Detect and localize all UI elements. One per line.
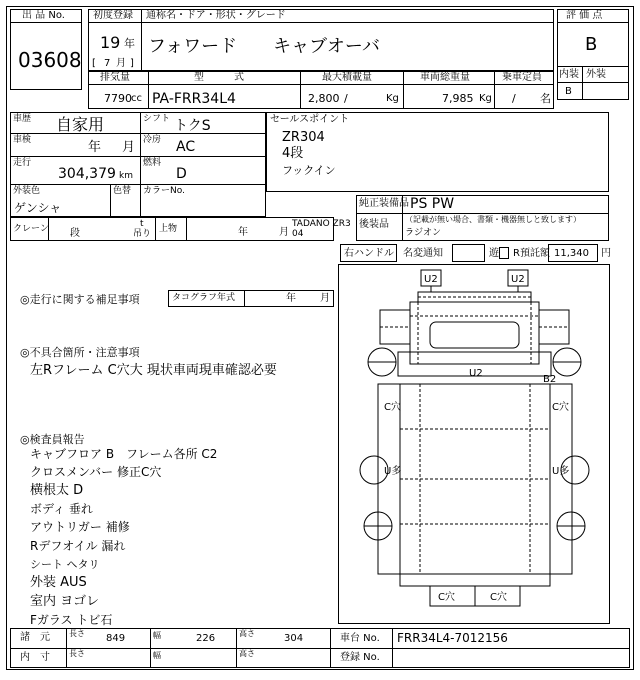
displacement-unit: cc (131, 93, 142, 104)
after-equip-note: （記載が無い場合、書類・機器無しと致します） (405, 215, 581, 224)
odo-change-label: 名変通知 (403, 248, 443, 259)
max-load-unit: Kg (386, 93, 399, 104)
r-km-label: R預託額 (513, 248, 550, 259)
shift-label: シフト (143, 114, 171, 124)
sales-point-3: フックイン (282, 164, 336, 177)
lot-label: 出 品 No. (22, 10, 65, 21)
reg-year-unit: 年 (124, 37, 135, 50)
height-value: 304 (284, 633, 304, 644)
inspector-line: クロスメンバー 修正C穴 (30, 465, 162, 479)
tacho-year-unit: 年 (286, 293, 296, 304)
model-label: 通称名・ドア・形状・グレード (146, 10, 286, 21)
interior-dims-label: 内 寸 (20, 652, 50, 663)
tacho-month-unit: 月 (320, 293, 330, 304)
height-label-2: 高さ (239, 649, 255, 658)
inspection-month-unit: 月 (122, 140, 136, 155)
sales-label: セールスポイント (270, 114, 350, 125)
reg-month: 7 (104, 58, 111, 69)
max-load-sep: / (344, 92, 348, 105)
type-label: 型 式 (194, 72, 244, 83)
tailgate (400, 574, 550, 586)
inspector-line: 外装 AUS (30, 575, 87, 590)
mileage-label: 走行 (13, 158, 32, 168)
u-many-left-label: U多 (384, 466, 402, 477)
length-label-2: 長さ (69, 649, 85, 658)
capacity-unit: 名 (540, 92, 551, 105)
handle-value: 右ハンドル (344, 248, 394, 259)
color-change-label: 色替 (113, 186, 132, 196)
max-load-label: 最大積載量 (322, 72, 372, 83)
displacement-label: 排気量 (100, 72, 130, 83)
model-name: フォワード キャブオーバ (148, 36, 381, 57)
inspector-line: Fガラス トビ石 (30, 613, 113, 627)
capacity-label: 乗車定員 (502, 72, 542, 83)
reg-year: 19 (100, 33, 121, 52)
defect-text: 左Rフレーム C穴大 現状車両現車確認必要 (30, 363, 277, 378)
shift-value: トクS (174, 118, 211, 134)
fuel-value: D (176, 166, 187, 182)
std-equip-value: PS PW (410, 196, 455, 212)
capacity-sep: / (512, 92, 516, 105)
height-label: 高さ (239, 629, 255, 638)
chassis-value: FRR34L4-7012156 (397, 631, 508, 645)
b2-label: B2 (543, 374, 557, 385)
interior-value: B (565, 86, 572, 97)
color-no-label: カラーNo. (143, 186, 185, 196)
displacement-value: 7790 (104, 92, 132, 105)
ext-color-label: 外装色 (13, 186, 41, 196)
u2-cab-label: U2 (469, 368, 483, 379)
width-label: 幅 (153, 631, 161, 640)
ac-value: AC (176, 139, 196, 155)
dims-label: 諸 元 (20, 632, 50, 643)
crane-hang-unit: 吊り (133, 229, 152, 239)
width-value: 226 (196, 633, 216, 644)
crane-label: クレーン (13, 224, 49, 234)
u2-right-label: U2 (511, 274, 525, 285)
inspector-line: Rデフオイル 漏れ (30, 539, 126, 553)
truck-diagram (338, 264, 610, 624)
interior-label: 内装 (559, 69, 579, 80)
sales-point-2: 4段 (282, 146, 304, 161)
crane-ton-unit: t (140, 219, 144, 229)
c-hole-bottom-left-label: C穴 (438, 592, 455, 603)
inspection-label: 車検 (13, 135, 32, 145)
inspector-line: 室内 ヨゴレ (30, 594, 100, 609)
history-label: 車歴 (13, 114, 32, 124)
inspector-line: シート ヘタリ (30, 558, 100, 571)
width-label-2: 幅 (153, 651, 161, 660)
after-equip-value: ラジオン (405, 228, 442, 238)
inspector-label: ◎検査員報告 (20, 433, 85, 446)
std-equip-label: 純正装備品 (359, 198, 409, 209)
r-km-unit: 円 (601, 248, 611, 259)
c-hole-bottom-right-label: C穴 (490, 592, 507, 603)
odo-label: 遊 (489, 248, 499, 259)
max-load-value: 2,800 (308, 92, 340, 105)
inspection-year-unit: 年 (88, 140, 102, 155)
supp-label: ◎走行に関する補足事項 (20, 293, 140, 306)
odo-change-box (452, 244, 485, 262)
sales-point-1: ZR304 (282, 130, 325, 145)
rating-label: 評 価 点 (566, 10, 603, 21)
ac-label: 冷房 (143, 135, 162, 145)
lot-number: 03608 (18, 48, 82, 72)
c-hole-right-label: C穴 (552, 402, 569, 413)
crane-stage-unit: 段 (70, 228, 80, 239)
inspector-line: キャブフロア B フレーム各所 C2 (30, 447, 218, 461)
u2-left-label: U2 (424, 274, 438, 285)
inspector-line: 横根太 D (30, 483, 84, 498)
r-km-value: 11,340 (554, 248, 589, 259)
odo-checkbox (499, 247, 509, 259)
chassis-label: 車台 No. (340, 633, 380, 644)
exterior-label: 外装 (586, 69, 606, 80)
gross-weight-unit: Kg (479, 93, 492, 104)
reg-no-label: 登録 No. (340, 652, 380, 663)
mileage-unit: km (119, 171, 133, 181)
rating-value: B (585, 34, 598, 55)
length-value: 849 (106, 633, 126, 644)
gross-weight-label: 車両総重量 (420, 72, 470, 83)
after-equip-label: 後装品 (359, 219, 389, 230)
inspector-line: アウトリガー 補修 (30, 520, 130, 534)
u-many-right-label: U多 (552, 466, 570, 477)
cab-body (410, 302, 539, 364)
history-value: 自家用 (56, 115, 105, 134)
crane-year-unit: 年 (238, 227, 248, 238)
first-reg-label: 初度登録 (93, 10, 133, 21)
crane-month-unit: 月 (279, 227, 289, 238)
crane-maker: TADANO ZR3 (292, 219, 351, 229)
reg-month-unit: 月 (116, 58, 126, 69)
mileage-value: 304,379 (58, 166, 116, 182)
fuel-label: 燃料 (143, 158, 162, 168)
tacho-label: タコグラフ年式 (172, 293, 236, 303)
defect-label: ◎不具合箇所・注意事項 (20, 346, 140, 359)
crane-top-label: 上物 (159, 224, 178, 234)
ext-color-value: ゲンシャ (14, 201, 62, 215)
c-hole-left-label: C穴 (384, 402, 401, 413)
type-value: PA-FRR34L4 (152, 91, 236, 107)
gross-weight-value: 7,985 (442, 92, 474, 105)
length-label: 長さ (69, 629, 85, 638)
windshield (430, 322, 519, 348)
inspector-line: ボディ 垂れ (30, 502, 93, 516)
crane-maker-2: 04 (292, 229, 304, 239)
